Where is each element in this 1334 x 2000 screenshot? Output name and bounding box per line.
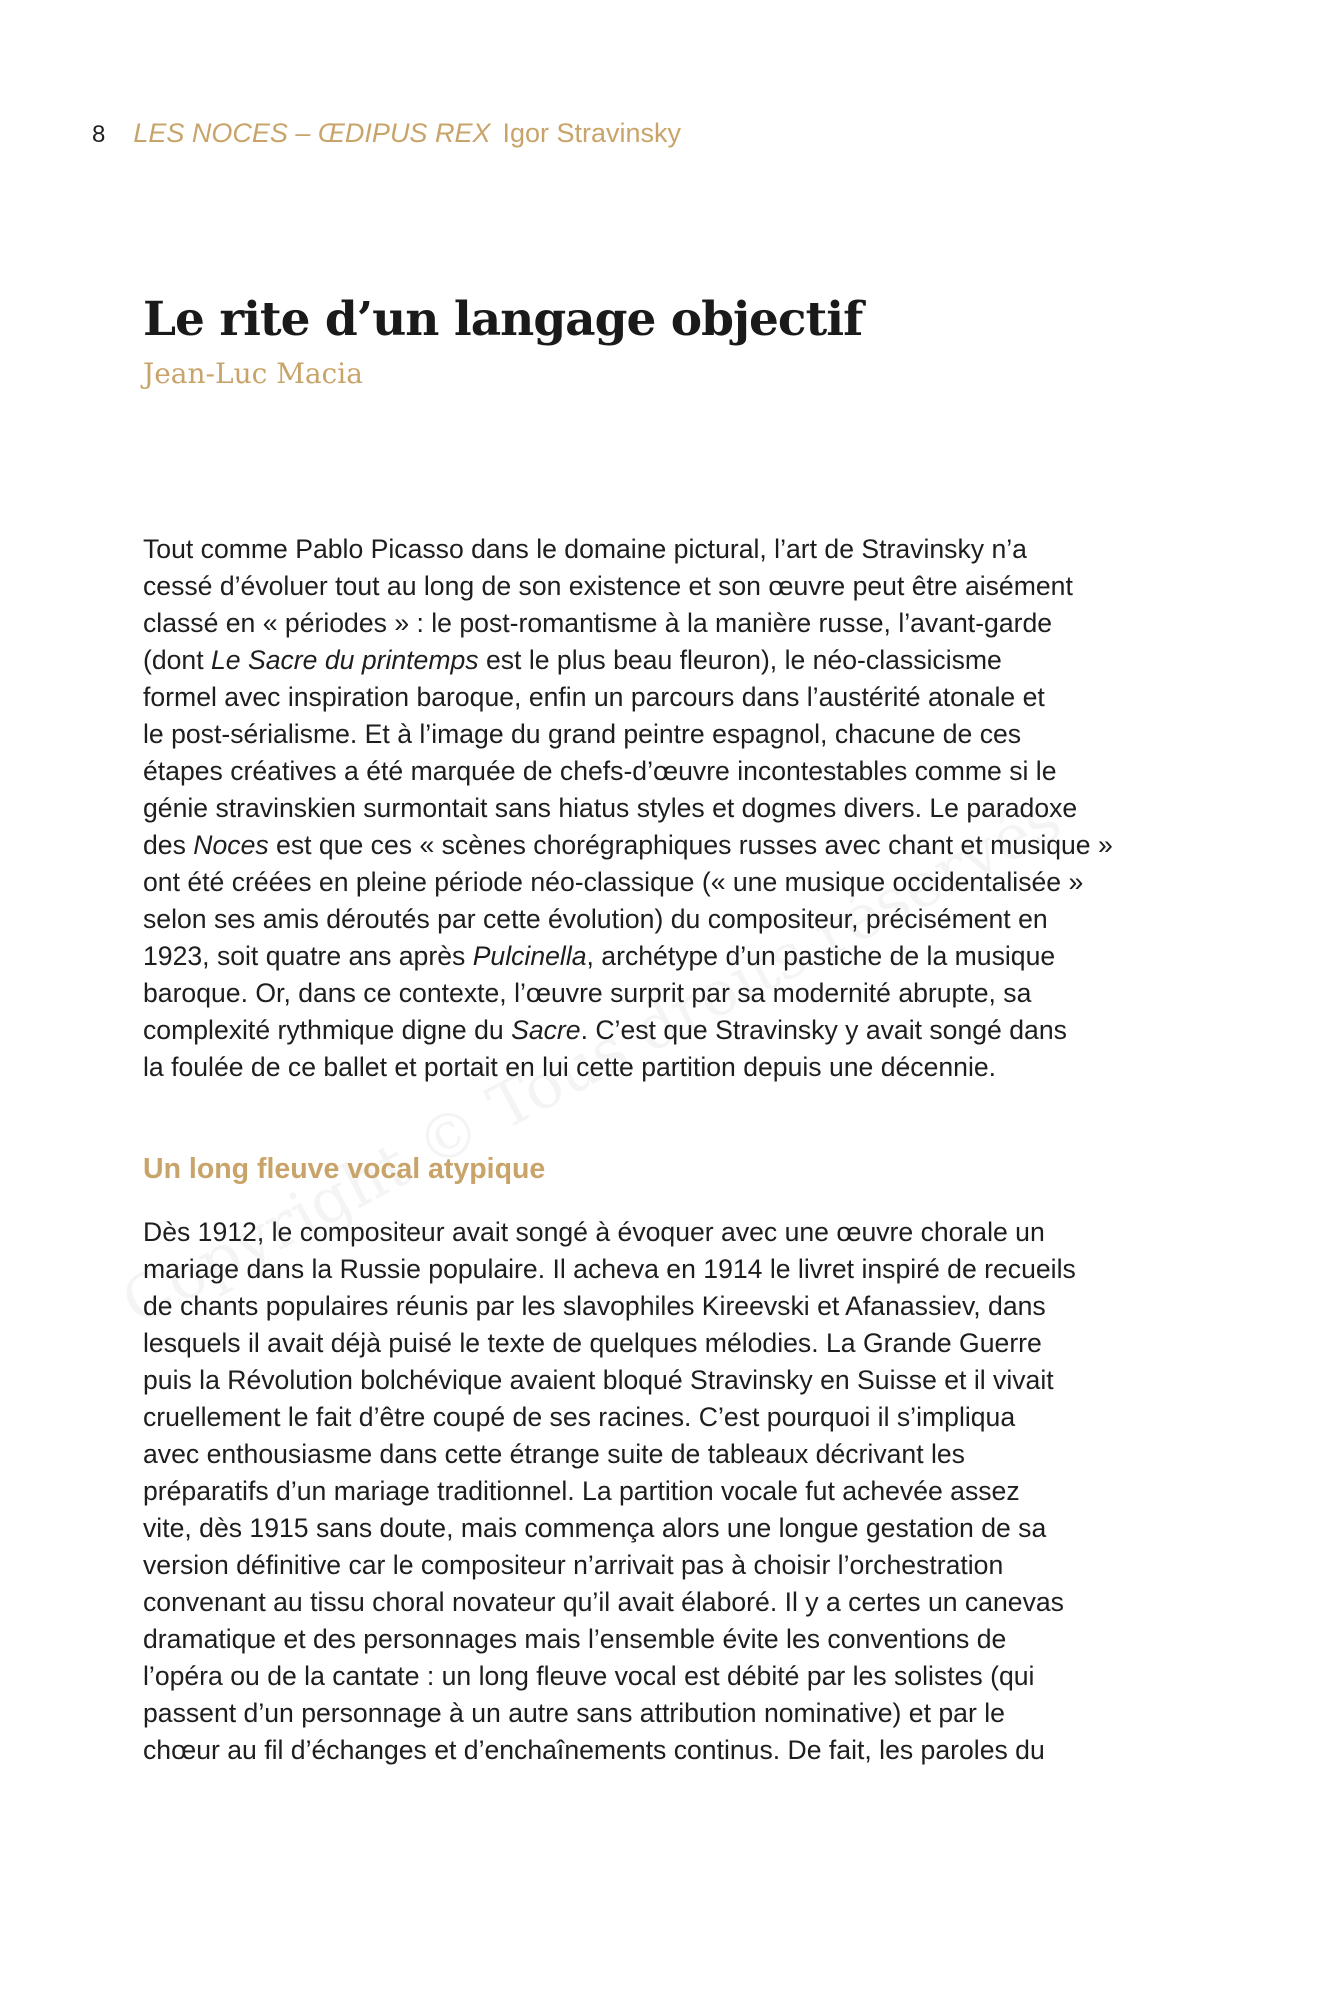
text-line [143,901,1203,938]
text-line: passent d’un personnage à un autre sans attribution nominative) et par le [143,1698,1005,1728]
text-run: Tout comme Pablo Picasso dans le domaine pictural, l’art de Stravinsky n’a [143,534,1027,564]
text-line: préparatifs d’un mariage traditionnel. La partition vocale fut achevée assez [143,1476,1020,1506]
text-run: formel avec inspiration baroque, enfin un parcours dans l’austérité atonale et [143,682,1045,712]
article-author: Jean-Luc Macia [143,357,363,390]
text-run: , archétype d’un pastiche de la musique [586,941,1056,971]
text-run: cessé d’évoluer tout au long de son existence et son œuvre peut être aisément [143,571,1073,601]
text-run: des [143,830,194,860]
section-heading: Un long fleuve vocal atypique [143,1153,546,1185]
text-line [143,1049,1203,1086]
text-line [143,827,1203,864]
text-run: classé en « périodes » : le post-romantisme à la manière russe, l’avant-garde [143,608,1053,638]
text-line: mariage dans la Russie populaire. Il acheva en 1914 le livret inspiré de recueils [143,1254,1076,1284]
text-run: le post-sérialisme. Et à l’image du grand peintre espagnol, chacune de ces [143,719,1022,749]
work-title-italic: Sacre [511,1015,581,1045]
text-line: lesquels il avait déjà puisé le texte de quelques mélodies. La Grande Guerre [143,1328,1042,1358]
text-line: vite, dès 1915 sans doute, mais commença alors une longue gestation de sa [143,1513,1047,1543]
text-line: cruellement le fait d’être coupé de ses racines. C’est pourquoi il s’impliqua [143,1402,1016,1432]
article-title: Le rite d’un langage objectif [143,292,863,347]
text-run: (dont [143,645,212,675]
work-title-italic: Noces [193,830,269,860]
text-run: est que ces « scènes chorégraphiques russes avec chant et musique » [268,830,1113,860]
header-composer: Igor Stravinsky [502,118,682,148]
text-line [143,790,1203,827]
text-run: est le plus beau fleuron), le néo-classicisme [478,645,1002,675]
text-line [143,938,1203,975]
text-line [143,753,1203,790]
text-line [143,864,1203,901]
text-line [143,975,1203,1012]
text-line: version définitive car le compositeur n’arrivait pas à choisir l’orchestration [143,1550,1004,1580]
text-line [143,531,1203,568]
text-line [143,716,1203,753]
text-line: avec enthousiasme dans cette étrange suite de tableaux décrivant les [143,1439,965,1469]
running-header [92,116,681,152]
text-line [143,679,1203,716]
text-line: l’opéra ou de la cantate : un long fleuve vocal est débité par les solistes (qui [143,1661,1035,1691]
body-paragraph-2 [143,1214,1203,1769]
work-title-italic: Pulcinella [472,941,587,971]
text-run: génie stravinskien surmontait sans hiatus styles et dogmes divers. Le paradoxe [143,793,1078,823]
text-line [143,605,1203,642]
header-work-title: LES NOCES – ŒDIPUS REX [133,118,491,148]
text-line: Dès 1912, le compositeur avait songé à évoquer avec une œuvre chorale un [143,1217,1045,1247]
text-line [143,642,1203,679]
text-run: complexité rythmique digne du [143,1015,512,1045]
page-number: 8 [92,121,106,148]
text-run: selon ses amis déroutés par cette évolution) du compositeur, précisément en [143,904,1048,934]
text-run: la foulée de ce ballet et portait en lui cette partition depuis une décennie. [143,1052,997,1082]
text-line [143,568,1203,605]
text-line: convenant au tissu choral novateur qu’il avait élaboré. Il y a certes un canevas [143,1587,1064,1617]
text-line: chœur au fil d’échanges et d’enchaînements continus. De fait, les paroles du [143,1735,1045,1765]
text-line [143,1012,1203,1049]
text-line: dramatique et des personnages mais l’ensemble évite les conventions de [143,1624,1007,1654]
text-run: ont été créées en pleine période néo-classique (« une musique occidentalisée » [143,867,1084,897]
work-title-italic: Le Sacre du printemps [211,645,479,675]
text-line: de chants populaires réunis par les slavophiles Kireevski et Afanassiev, dans [143,1291,1046,1321]
text-run: baroque. Or, dans ce contexte, l’œuvre surprit par sa modernité abrupte, sa [143,978,1032,1008]
text-run: . C’est que Stravinsky y avait songé dans [580,1015,1067,1045]
body-paragraph-1 [143,531,1203,1086]
text-run: 1923, soit quatre ans après [143,941,473,971]
text-run: étapes créatives a été marquée de chefs-d’œuvre incontestables comme si le [143,756,1057,786]
text-line: puis la Révolution bolchévique avaient bloqué Stravinsky en Suisse et il vivait [143,1365,1054,1395]
